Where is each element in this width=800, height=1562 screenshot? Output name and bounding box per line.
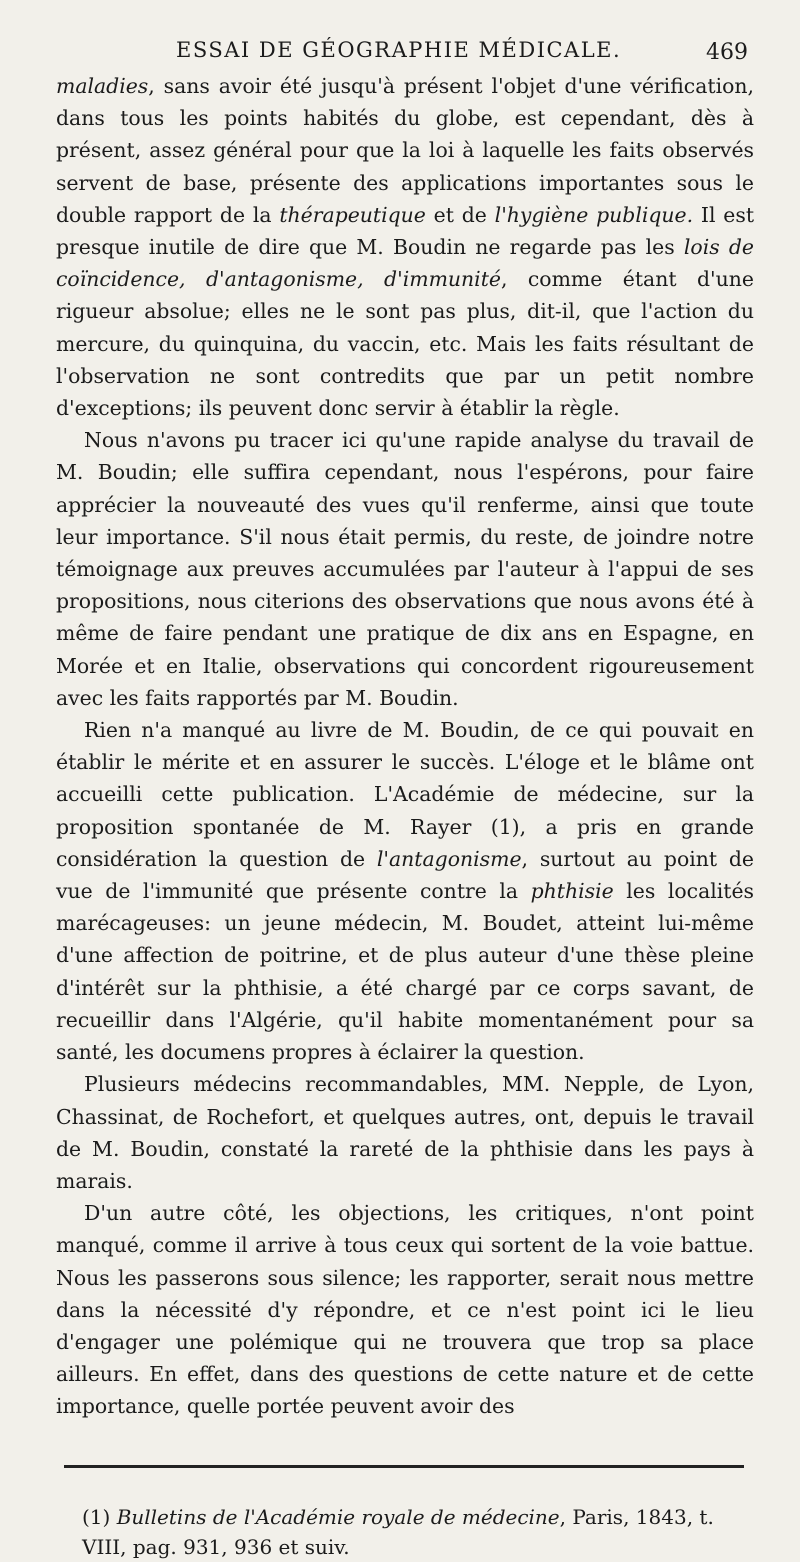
text-run: les localités marécageuses: un jeune médecin, M. Boudet, atteint lui-même d'une affection de poitrine, et de plus auteur d'une thèse pleine d'intérêt sur la phthisie, a été chargé par ce corps savant, de recueillir dans l'Algérie, qu'il habite momentanément pour sa santé, les documens propres à éclairer la question. <box>56 879 754 1065</box>
paragraph-4 <box>56 1068 754 1197</box>
italic-text: phthisie <box>530 879 614 904</box>
footnote-divider <box>64 1465 744 1468</box>
italic-text: l'antagonisme <box>376 846 522 871</box>
italic-text: lois de coïncidence, d'antagonisme, d'immunité <box>56 235 754 292</box>
running-title: ESSAI DE GÉOGRAPHIE MÉDICALE. <box>176 38 622 62</box>
italic-text: maladies <box>56 74 149 98</box>
text-run: Nous n'avons pu tracer ici qu'une rapide analyse du travail de M. Boudin; elle suffira cependant, nous l'espérons, pour faire apprécier la nouveauté des vues qu'il renferme, ainsi que toute leur importance. S'il nous était permis, du reste, de joindre notre témoignage aux preuves accumulées par l'auteur à l'appui de ses propositions, nous citerions des observations que nous avons été à même de faire pendant une pratique de dix ans en Espagne, en Morée et en Italie, observations qui concordent rigoureusement avec les faits rapportés par M. Boudin. <box>56 428 754 710</box>
italic-text: l'hygiène publique. <box>494 202 694 227</box>
text-run: et de <box>425 202 495 227</box>
text-run: , comme étant d'une rigueur absolue; elles ne le sont pas plus, dit-il, que l'action du mercure, du quinquina, du vaccin, etc. Mais les faits résultant de l'observation ne sont contredits que par un petit nombre d'exceptions; ils peuvent donc servir à établir la règle. <box>56 267 754 421</box>
text-run: D'un autre côté, les objections, les critiques, n'ont point manqué, comme il arrive à tous ceux qui sortent de la voie battue. Nous les passerons sous silence; les rapporter, serait nous mettre dans la nécessité d'y répondre, et ce n'est point ici le lieu d'engager une polémique qui ne trouvera que trop sa place ailleurs. En effet, dans des questions de cette nature et de cette importance, quelle portée peuvent avoir des <box>56 1201 754 1419</box>
paragraph-5 <box>56 1197 754 1422</box>
paragraph-3 <box>56 714 754 1068</box>
text-run: (1) <box>82 1504 117 1529</box>
footnote <box>56 1502 754 1562</box>
italic-text: Bulletins de l'Académie royale de médecine <box>116 1504 560 1529</box>
italic-text: thérapeutique <box>279 202 426 227</box>
paragraph-1 <box>56 70 754 424</box>
text-run: Plusieurs médecins recommandables, MM. Nepple, de Lyon, Chassinat, de Rochefort, et quelques autres, ont, depuis le travail de M. Boudin, constaté la rareté de la phthisie dans les pays à marais. <box>56 1072 754 1193</box>
text-run: Il est presque inutile de dire que M. Boudin ne regarde pas les <box>56 202 755 260</box>
body-text <box>56 70 754 1423</box>
text-run: , surtout au point de vue de l'immunité que présente contre la <box>56 846 755 904</box>
text-run: , sans avoir été jusqu'à présent l'objet d'une vérification, dans tous les points habités du globe, est cependant, dès à présent, assez général pour que la loi à laquelle les faits observés servent de base, présente des applications importantes sous le double rapport de la <box>56 74 754 227</box>
text-run: Rien n'a manqué au livre de M. Boudin, de ce qui pouvait en établir le mérite et en assurer le succès. L'éloge et le blâme ont accueilli cette publication. L'Académie de médecine, sur la proposition spontanée de M. Rayer (1), a pris en grande considération la question de <box>56 718 754 871</box>
paragraph-2 <box>56 424 754 714</box>
page-number: 469 <box>706 40 748 65</box>
text-run: , Paris, 1843, t. VIII, pag. 931, 936 et suiv. <box>82 1504 714 1559</box>
page-header <box>56 32 754 70</box>
